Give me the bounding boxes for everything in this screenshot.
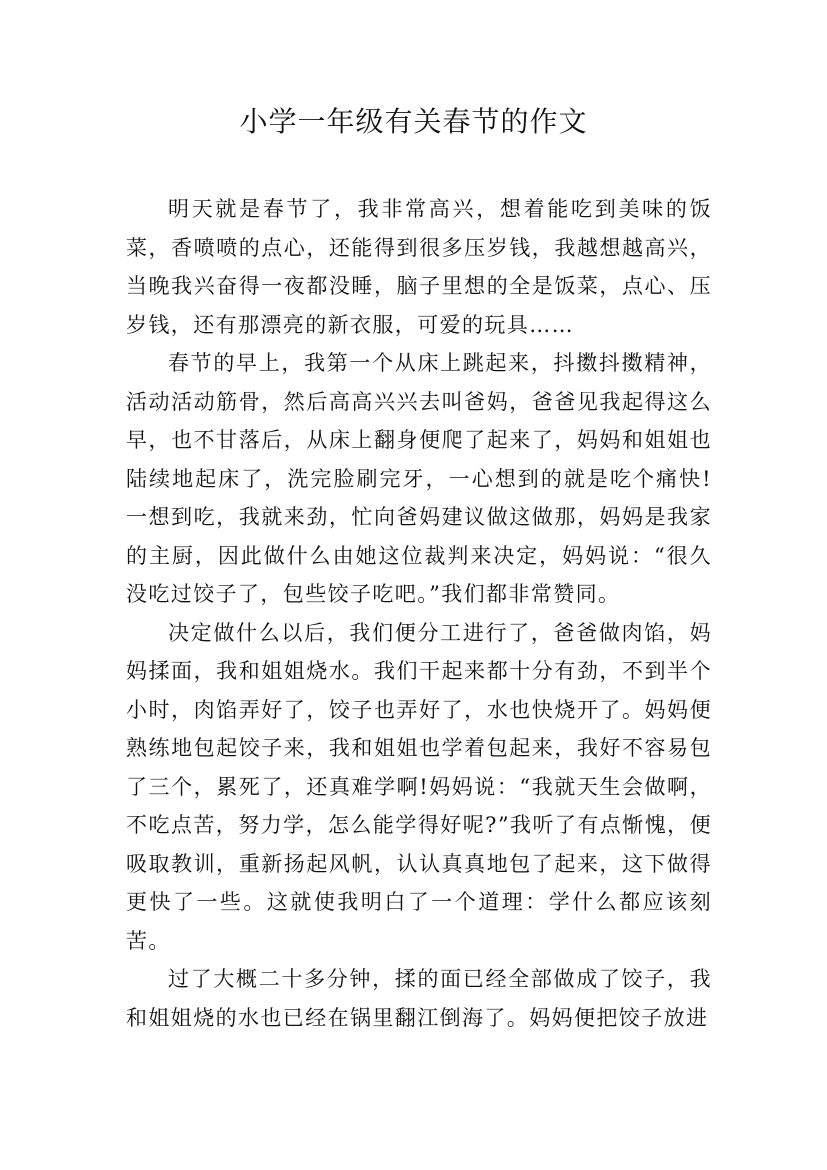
paragraph-3: 决定做什么以后，我们便分工进行了，爸爸做肉馅，妈妈揉面，我和姐姐烧水。我们干起来都十分有劲，不到半个小时，肉馅弄好了，饺子也弄好了，水也快烧开了。妈妈便熟练地包起饺子来，我和姐姐也学着包起来，我好不容易包了三个，累死了，还真难学啊!妈妈说：“我就天生会做啊，不吃点苦，努力学，怎么能学得好呢?”我听了有点惭愧，便吸取教训，重新扬起风帆，认认真真地包了起来，这下做得更快了一些。这就使我明白了一个道理：学什么都应该刻苦。 bbox=[126, 620, 712, 953]
paragraph-4: 过了大概二十多分钟，揉的面已经全部做成了饺子，我和姐姐烧的水也已经在锅里翻江倒海了。妈妈便把饺子放进 bbox=[126, 967, 712, 1030]
document-body bbox=[126, 190, 712, 1037]
paragraph-2: 春节的早上，我第一个从床上跳起来，抖擞抖擞精神，活动活动筋骨，然后高高兴兴去叫爸妈，爸爸见我起得这么早，也不甘落后，从床上翻身便爬了起来了，妈妈和姐姐也陆续地起床了，洗完脸刷完牙，一心想到的就是吃个痛快!一想到吃，我就来劲，忙向爸妈建议做这做那，妈妈是我家的主厨，因此做什么由她这位裁判来决定，妈妈说：“很久没吃过饺子了，包些饺子吃吧。”我们都非常赞同。 bbox=[126, 351, 712, 606]
paragraph-1: 明天就是春节了，我非常高兴，想着能吃到美味的饭菜，香喷喷的点心，还能得到很多压岁钱，我越想越高兴，当晚我兴奋得一夜都没睡，脑子里想的全是饭菜，点心、压岁钱，还有那漂亮的新衣服，可爱的玩具…… bbox=[126, 197, 712, 337]
document-title: 小学一年级有关春节的作文 bbox=[239, 105, 588, 138]
